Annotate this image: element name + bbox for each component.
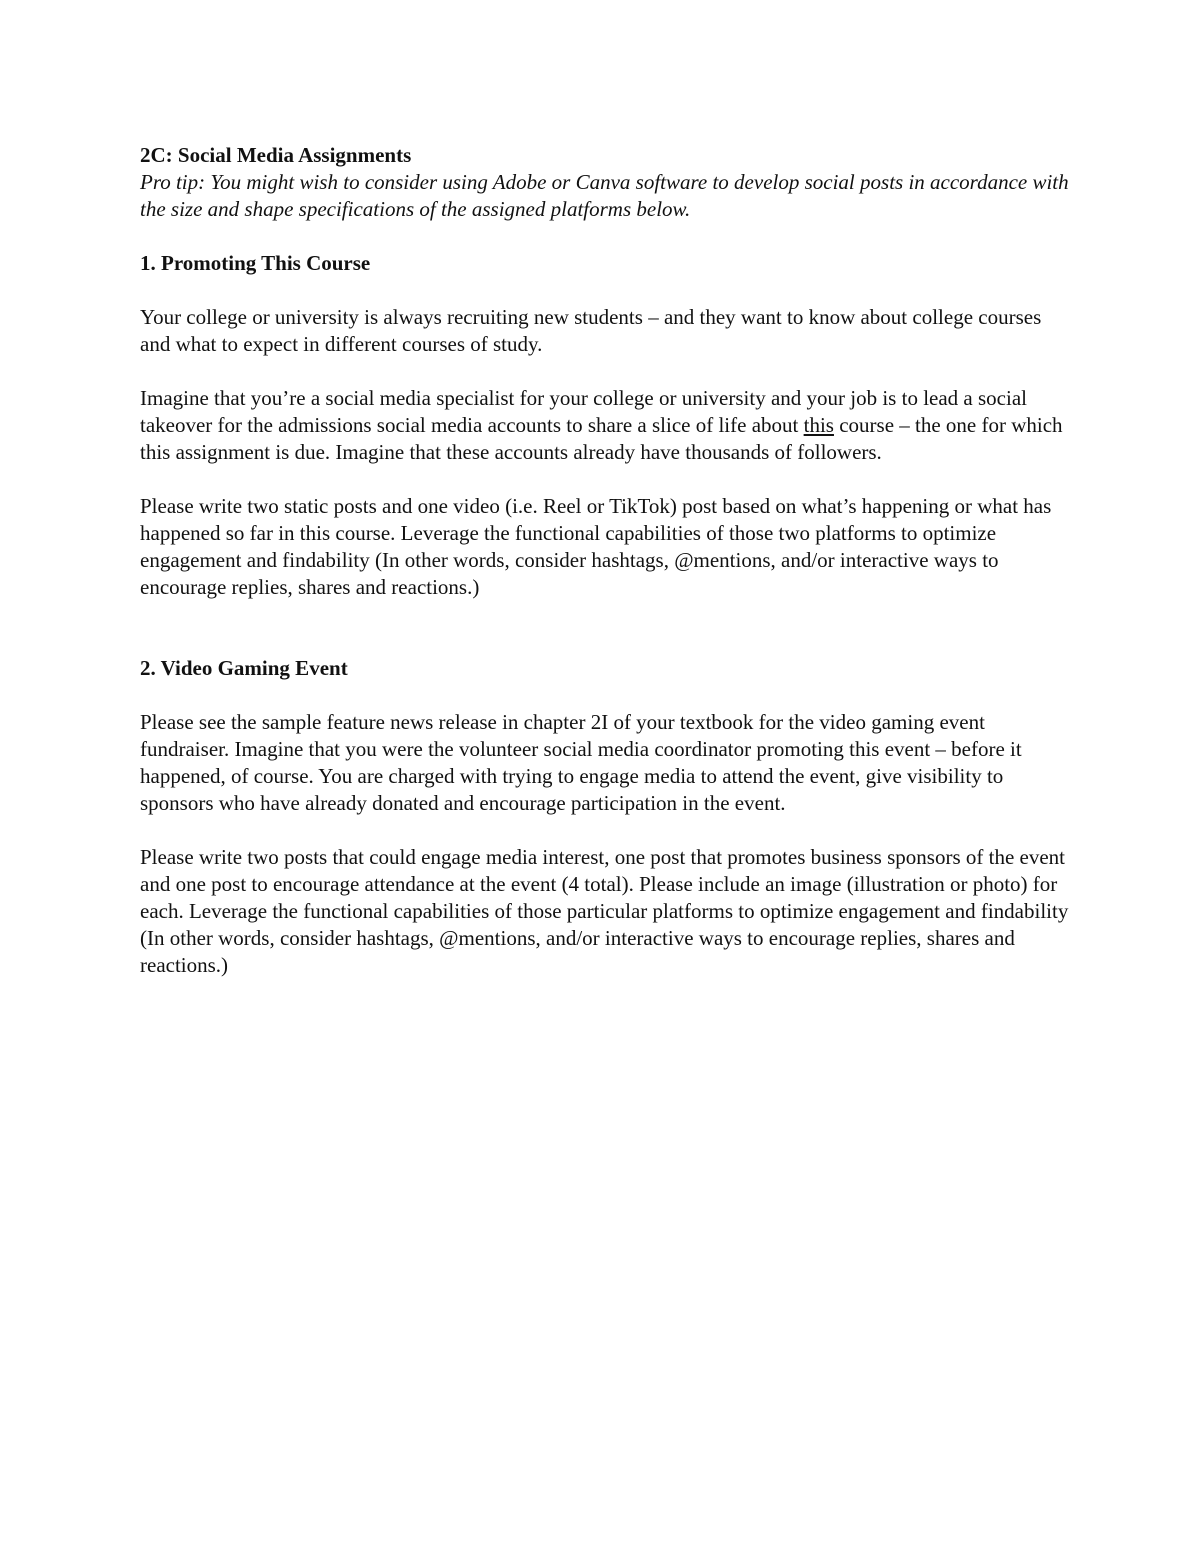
section-1-paragraph-3: Please write two static posts and one video (i.e. Reel or TikTok) post based on what’s happening or what has happened so far in this course. Leverage the functional capabilities of those two platforms to optimize engagement and findability (In other words, consider hashtags, @mentions, and/or interactive ways to encourage replies, shares and reactions.)	[140, 494, 1052, 599]
section-1-paragraph-1: Your college or university is always recruiting new students – and they want to know about college courses and what to expect in different courses of study.	[140, 305, 1042, 356]
section-1-heading: 1. Promoting This Course	[140, 251, 371, 275]
document-title: 2C: Social Media Assignments	[140, 143, 412, 167]
section-1-paragraph-2-text-b: course – the one for which this assignment is due. Imagine that these accounts already have thousands of followers.	[140, 413, 1063, 464]
section-2-heading: 2. Video Gaming Event	[140, 656, 348, 680]
section-2-paragraph-2: Please write two posts that could engage media interest, one post that promotes business sponsors of the event and one post to encourage attendance at the event (4 total). Please include an image (illustration or photo) for each. Leverage the functional capabilities of those particular platforms to optimize engagement and findability (In other words, consider hashtags, @mentions, and/or interactive ways to encourage replies, shares and reactions.)	[140, 845, 1069, 977]
pro-tip: Pro tip: You might wish to consider using Adobe or Canva software to develop social posts in accordance with the size and shape specifications of the assigned platforms below.	[140, 170, 1069, 221]
underlined-word: this	[803, 413, 834, 437]
section-2-paragraph-1: Please see the sample feature news release in chapter 2I of your textbook for the video gaming event fundraiser. Imagine that you were the volunteer social media coordinator promoting this event – before it happened, of course. You are charged with trying to engage media to attend the event, give visibility to sponsors who have already donated and encourage participation in the event.	[140, 710, 1022, 815]
document-body	[140, 142, 1070, 979]
section-1-paragraph-2	[140, 385, 1070, 466]
section-1-paragraph-2-text-a: Imagine that you’re a social media specialist for your college or university and your job is to lead a social takeover for the admissions social media accounts to share a slice of life about	[140, 386, 1027, 437]
